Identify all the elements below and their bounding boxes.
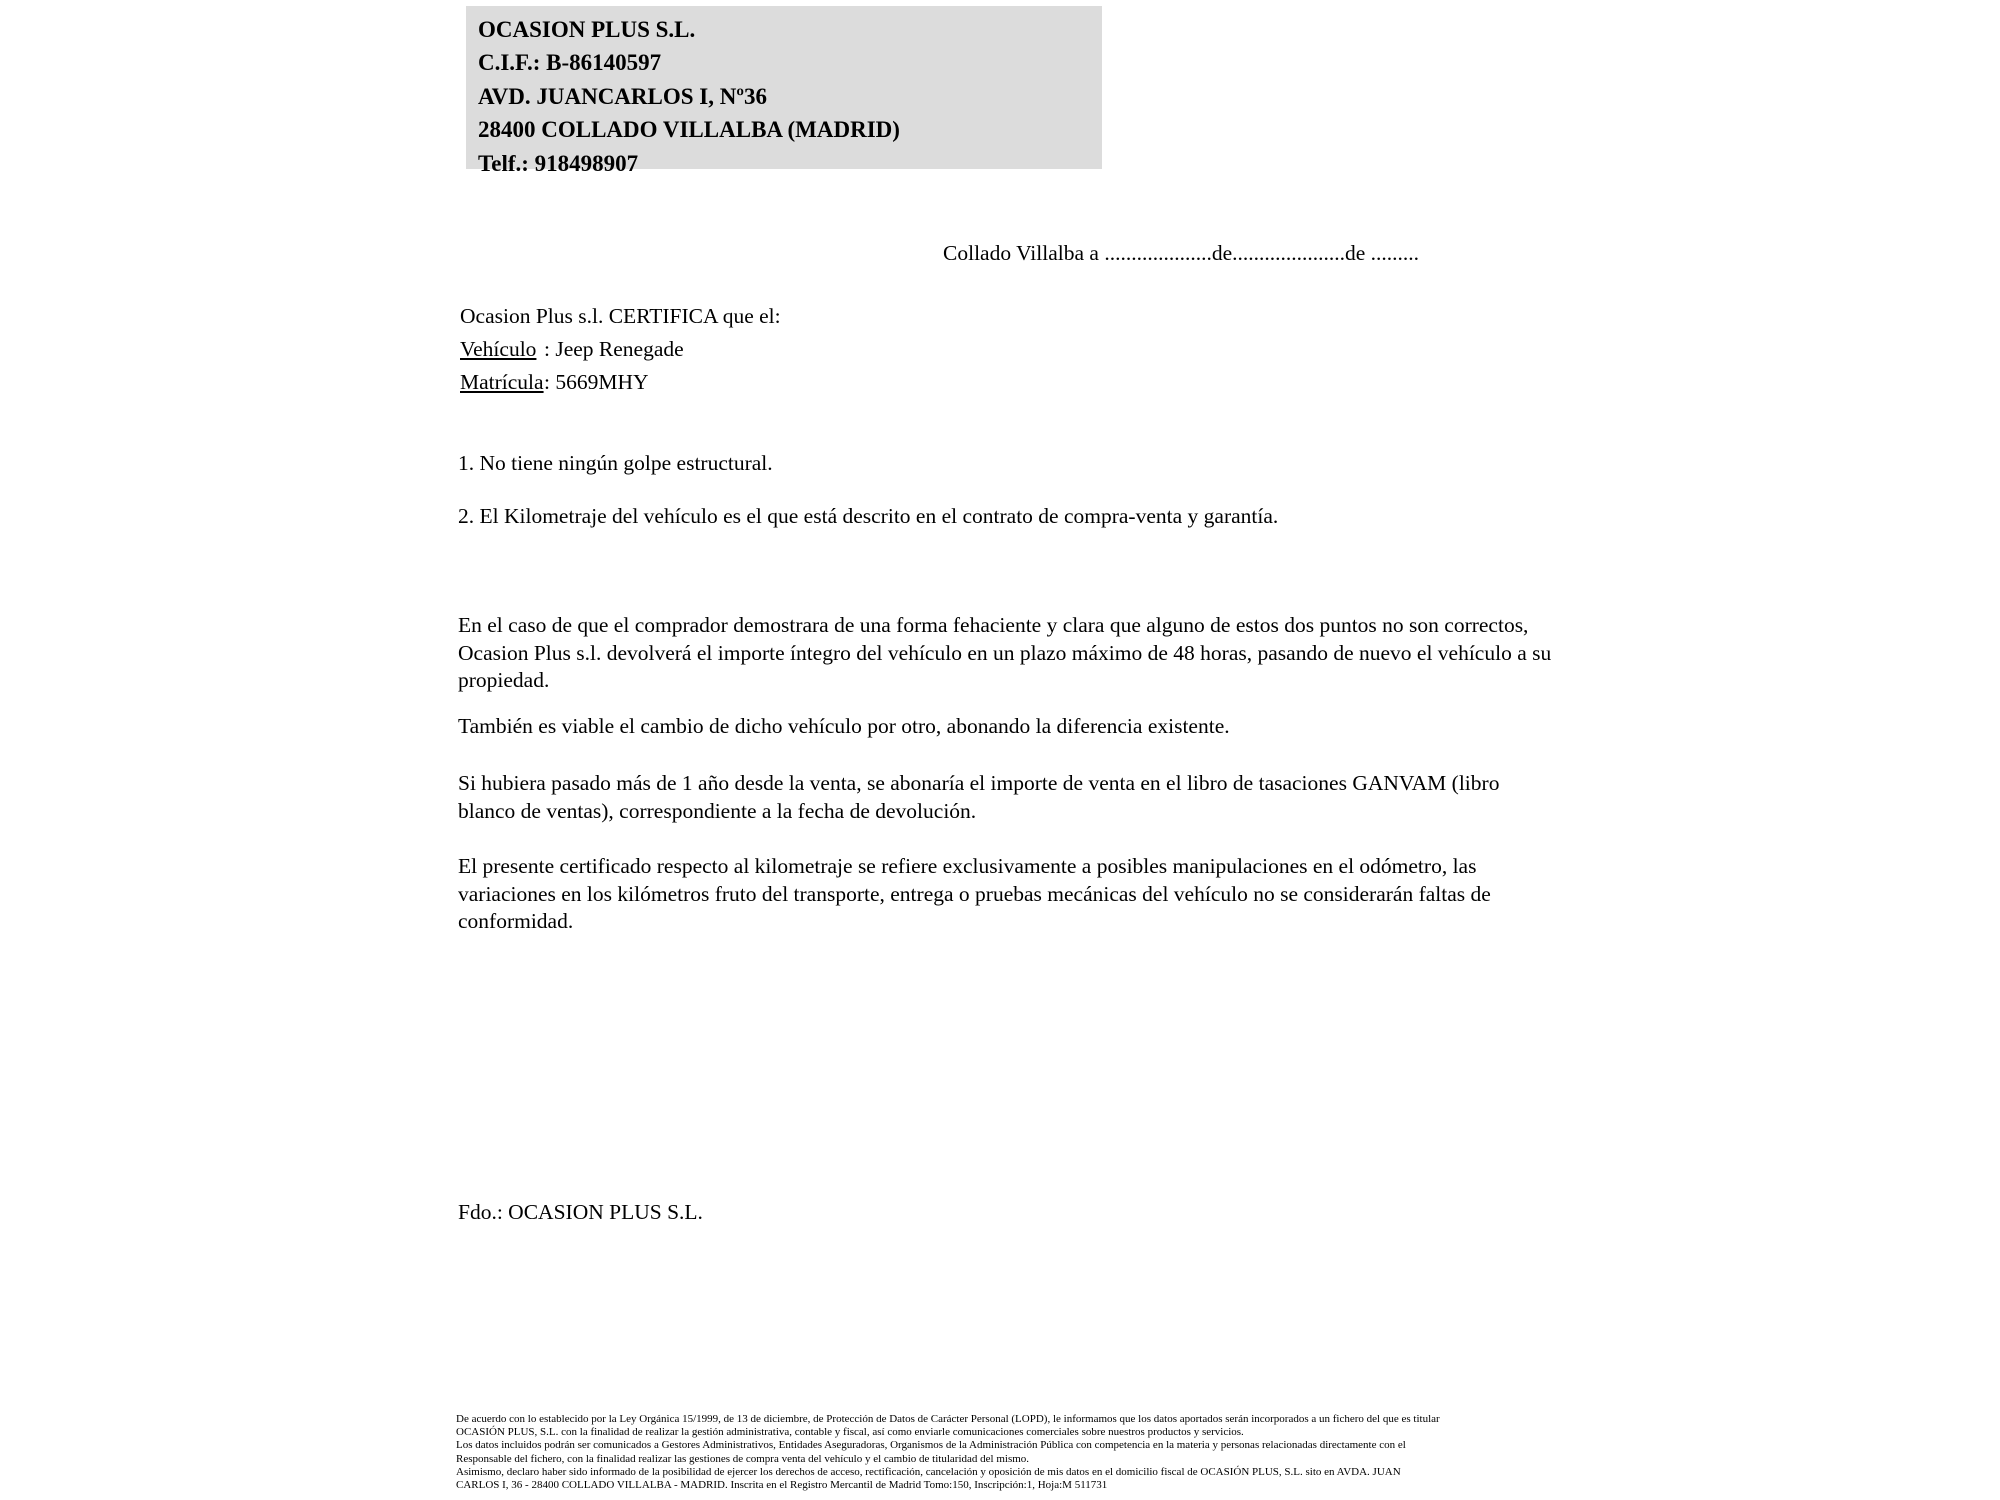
vehicle-field: [460, 333, 781, 366]
vehicle-field-label: Vehículo: [460, 337, 537, 362]
numbered-point-mileage: 2. El Kilometraje del vehículo es el que está descrito en el contrato de compra-venta y garantía.: [458, 504, 1279, 528]
company-phone: Telf.: 918498907: [478, 150, 639, 176]
paragraph-exchange-clause: También es viable el cambio de dicho vehículo por otro, abonando la diferencia existente.: [458, 714, 1230, 738]
certification-block: [460, 300, 781, 400]
paragraph-odometer-clause: El presente certificado respecto al kilometraje se refiere exclusivamente a posibles manipulaciones en el odómetro, las variaciones en los kilómetros fruto del transporte, entrega o pruebas mecánicas del vehículo no se considerarán faltas de conformidad.: [458, 854, 1491, 933]
company-address: AVD. JUANCARLOS I, Nº36: [478, 83, 767, 109]
paragraph-ganvam-clause: Si hubiera pasado más de 1 año desde la venta, se abonaría el importe de venta en el libro de tasaciones GANVAM (libro blanco de ventas), correspondiente a la fecha de devolución.: [458, 771, 1500, 823]
signature-line: Fdo.: OCASION PLUS S.L.: [458, 1200, 703, 1224]
legal-footer-line-2: OCASIÓN PLUS, S.L. con la finalidad de realizar la gestión administrativa, contable y fiscal, así como enviarle comunicaciones comerciales sobre nuestros productos y servicios.: [456, 1426, 1244, 1439]
legal-footer-line-1: De acuerdo con lo establecido por la Ley Orgánica 15/1999, de 13 de diciembre, de Protección de Datos de Carácter Personal (LOPD), le informamos que los datos aportados serán incorporados a un fichero del que es titular: [456, 1413, 1440, 1425]
company-name: OCASION PLUS S.L.: [478, 17, 696, 42]
vehicle-field-value: : Jeep Renegade: [544, 337, 684, 362]
paragraph-refund-clause: En el caso de que el comprador demostrara de una forma fehaciente y clara que alguno de estos dos puntos no son correctos, Ocasion Plus s.l. devolverá el importe íntegro del vehículo en un plazo máximo de 48 horas, pasando de nuevo el vehículo a su propiedad.: [458, 613, 1552, 692]
company-cif: C.I.F.: B-86140597: [478, 50, 662, 76]
numbered-point-structural: 1. No tiene ningún golpe estructural.: [458, 451, 773, 475]
legal-footer-line-3: Los datos incluidos podrán ser comunicados a Gestores Administrativos, Entidades Aseguradoras, Organismos de la Administración Pública con competencia en la materia y personas relacionadas directamente con el: [456, 1439, 1406, 1452]
company-city: 28400 COLLADO VILLALBA (MADRID): [478, 117, 900, 143]
date-fill-in-line: Collado Villalba a ....................de.....................de .........: [943, 241, 1420, 265]
plate-field-label: Matrícula: [460, 370, 544, 395]
legal-footer-line-6: CARLOS I, 36 - 28400 COLLADO VILLALBA - MADRID. Inscrita en el Registro Mercantil de Madrid Tomo:150, Inscripción:1, Hoja:M 511731: [456, 1479, 1108, 1492]
plate-field: [460, 366, 781, 399]
company-header-block: [466, 6, 1102, 176]
plate-field-value: : 5669MHY: [544, 370, 649, 395]
legal-footer-line-4: Responsable del fichero, con la finalidad realizar las gestiones de compra venta del vehículo y el cambio de titularidad del mismo.: [456, 1452, 1030, 1465]
legal-footer-line-5: Asimismo, declaro haber sido informado de la posibilidad de ejercer los derechos de acceso, rectificación, cancelación y oposición de mis datos en el domicilio fiscal de OCASIÓN PLUS, S.L. sito en AVDA. JUAN: [456, 1465, 1401, 1478]
legal-footer: [456, 1413, 1566, 1492]
certification-intro: Ocasion Plus s.l. CERTIFICA que el:: [460, 304, 781, 328]
